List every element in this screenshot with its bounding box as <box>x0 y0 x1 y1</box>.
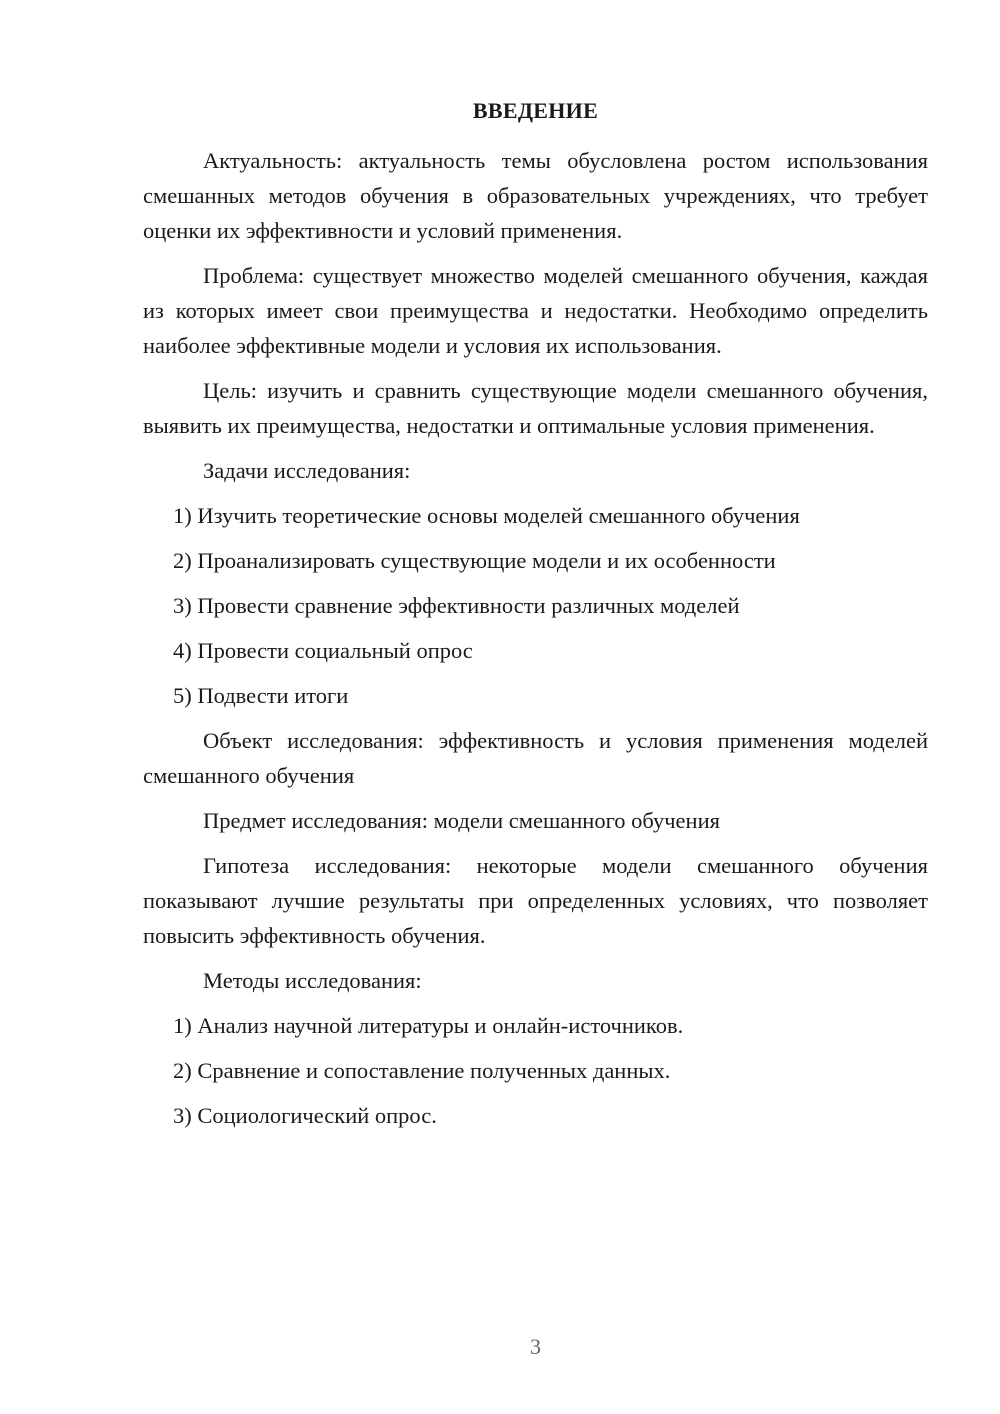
tasks-heading: Задачи исследования: <box>203 458 411 483</box>
list-item: 2) Сравнение и сопоставление полученных данных. <box>173 1058 671 1083</box>
hypothesis-paragraph: Гипотеза исследования: некоторые модели смешанного обучения показывают лучшие результаты при определенных условиях, что позволяет повысить эффективность обучения. <box>143 853 928 948</box>
subject-paragraph: Предмет исследования: модели смешанного обучения <box>203 808 720 833</box>
methods-list <box>143 1008 928 1133</box>
page-title: ВВЕДЕНИЕ <box>472 98 599 123</box>
methods-heading: Методы исследования: <box>203 968 422 993</box>
list-item: 1) Изучить теоретические основы моделей смешанного обучения <box>173 503 800 528</box>
problem-paragraph: Проблема: существует множество моделей смешанного обучения, каждая из которых имеет свои преимущества и недостатки. Необходимо определить наиболее эффективные модели и условия их использования. <box>143 263 928 358</box>
list-item: 1) Анализ научной литературы и онлайн-источников. <box>173 1013 684 1038</box>
object-paragraph: Объект исследования: эффективность и условия применения моделей смешанного обучения <box>143 728 928 788</box>
list-item: 3) Провести сравнение эффективности различных моделей <box>173 593 740 618</box>
relevance-paragraph: Актуальность: актуальность темы обусловлена ростом использования смешанных методов обучения в образовательных учреждениях, что требует оценки их эффективности и условий применения. <box>143 148 928 243</box>
page-number: 3 <box>530 1334 541 1359</box>
list-item: 4) Провести социальный опрос <box>173 638 473 663</box>
list-item: 2) Проанализировать существующие модели и их особенности <box>173 548 776 573</box>
document-body <box>143 143 928 1143</box>
list-item: 3) Социологический опрос. <box>173 1103 437 1128</box>
list-item: 5) Подвести итоги <box>173 683 349 708</box>
tasks-list <box>143 498 928 713</box>
goal-paragraph: Цель: изучить и сравнить существующие модели смешанного обучения, выявить их преимущества, недостатки и оптимальные условия применения. <box>143 378 928 438</box>
